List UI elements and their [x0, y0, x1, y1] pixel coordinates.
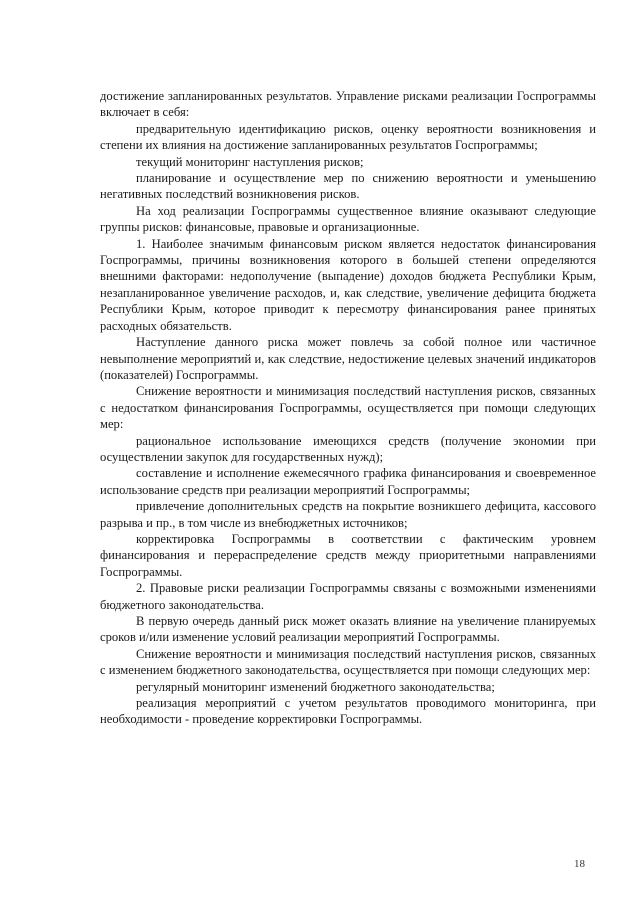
paragraph: планирование и осуществление мер по снижению вероятности и уменьшению негативных последствий возникновения рисков.: [100, 171, 596, 202]
paragraph: Наступление данного риска может повлечь за собой полное или частичное невыполнение мероприятий и, как следствие, недостижение целевых значений индикаторов (показателей) Госпрограммы.: [100, 335, 596, 382]
paragraph: регулярный мониторинг изменений бюджетного законодательства;: [136, 679, 495, 694]
paragraph: Снижение вероятности и минимизация последствий наступления рисков, связанных с недостатком финансирования Госпрограммы, осуществляется при помощи следующих мер:: [100, 384, 596, 432]
paragraph: Снижение вероятности и минимизация последствий наступления рисков, связанных с изменением бюджетного законодательства, осуществляется при помощи следующих мер:: [100, 646, 596, 678]
paragraph: текущий мониторинг наступления рисков;: [136, 154, 364, 169]
paragraph: На ход реализации Госпрограммы существенное влияние оказывают следующие группы рисков: финансовые, правовые и организационные.: [100, 203, 596, 235]
paragraph: достижение запланированных результатов. Управление рисками реализации Госпрограммы включает в себя:: [100, 89, 596, 120]
page-number: 18: [574, 858, 585, 870]
paragraph: 1. Наиболее значимым финансовым риском является недостаток финансирования Госпрограммы, причины возникновения которого в большей степени определяются внешними факторами: недополучение (выпадение) доходов бюджета Республики Крым, незапланированное увеличение расходов, и, как следствие, увеличение дефицита бюджета Республики Крым, которое приводит к пересмотру финансирования ранее принятых расходных обязательств.: [100, 236, 596, 333]
paragraph: реализация мероприятий с учетом результатов проводимого мониторинга, при необходимости - проведение корректировки Госпрограммы.: [100, 696, 596, 727]
paragraph: предварительную идентификацию рисков, оценку вероятности возникновения и степени их влияния на достижение запланированных результатов Госпрограммы;: [100, 121, 596, 153]
paragraph: рациональное использование имеющихся средств (получение экономии при осуществлении закупок для государственных нужд);: [100, 433, 596, 464]
paragraph: В первую очередь данный риск может оказать влияние на увеличение планируемых сроков и/или изменение условий реализации мероприятий Госпрограммы.: [100, 614, 596, 645]
document-body: [100, 88, 596, 728]
paragraph: 2. Правовые риски реализации Госпрограммы связаны с возможными изменениями бюджетного законодательства.: [100, 581, 596, 612]
paragraph: составление и исполнение ежемесячного графика финансирования и своевременное использование средств при реализации мероприятий Госпрограммы;: [100, 466, 596, 497]
paragraph: корректировка Госпрограммы в соответствии с фактическим уровнем финансирования и перераспределение средств между приоритетными направлениями Госпрограммы.: [100, 531, 596, 579]
paragraph: привлечение дополнительных средств на покрытие возникшего дефицита, кассового разрыва и пр., в том числе из внебюджетных источников;: [100, 499, 596, 530]
